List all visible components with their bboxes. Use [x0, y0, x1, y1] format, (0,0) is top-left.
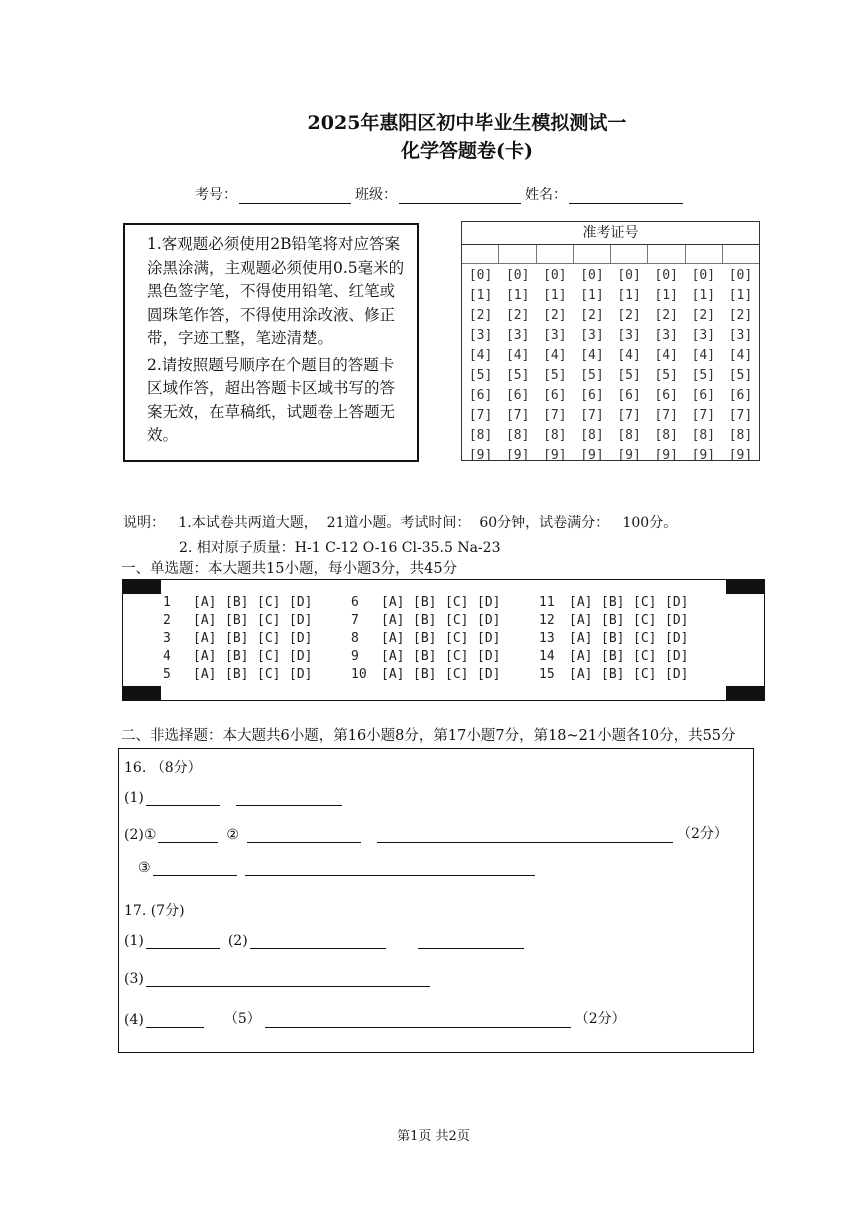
ticket-write-box[interactable] [648, 245, 685, 263]
ticket-digit-bubble[interactable]: [9] [543, 448, 567, 463]
exam-subtitle: 化学答题卷(卡) [401, 140, 533, 162]
q16-part1 [124, 789, 342, 806]
ticket-write-boxes [462, 245, 759, 264]
answer-blank[interactable] [146, 789, 220, 806]
ticket-bubble-grid [462, 264, 759, 466]
mc-column [163, 594, 321, 684]
ticket-digit-bubble[interactable]: [3] [617, 328, 641, 343]
ticket-digit-bubble[interactable]: [0] [728, 268, 753, 283]
mc-question-number: 13 [539, 631, 555, 646]
ticket-digit-column [611, 266, 648, 466]
ticket-digit-bubble[interactable]: [8] [505, 428, 530, 443]
mc-option-bubble[interactable]: [D] [477, 667, 501, 682]
q16-part3 [138, 859, 535, 876]
mc-option-bubble[interactable]: [B] [601, 631, 625, 646]
mc-option-bubble[interactable]: [B] [225, 613, 249, 628]
mc-option-bubble[interactable]: [A] [381, 667, 405, 682]
mc-option-bubble[interactable]: [D] [477, 613, 501, 628]
ticket-digit-bubble[interactable]: [3] [468, 328, 493, 343]
mc-question-number: 10 [351, 667, 367, 682]
ticket-digit-bubble[interactable]: [8] [691, 428, 716, 443]
ticket-digit-bubble[interactable]: [7] [505, 408, 530, 423]
ticket-digit-bubble[interactable]: [3] [654, 328, 678, 343]
mc-option-bubble[interactable]: [D] [477, 649, 501, 664]
answer-blank[interactable] [158, 826, 218, 843]
ticket-digit-bubble[interactable]: [2] [543, 308, 567, 323]
ticket-write-box[interactable] [574, 245, 611, 263]
mc-option-bubble[interactable]: [C] [257, 595, 281, 610]
ticket-digit-bubble[interactable]: [1] [691, 288, 716, 303]
q17-part2-label: (2) [227, 933, 248, 949]
mc-option-bubble[interactable]: [A] [193, 649, 217, 664]
mc-option-bubble[interactable]: [A] [193, 631, 217, 646]
ticket-digit-bubble[interactable]: [1] [505, 288, 530, 303]
mc-question-number: 6 [351, 595, 359, 610]
mc-question-number: 7 [351, 613, 359, 628]
mc-option-bubble[interactable]: [A] [193, 667, 217, 682]
mc-option-bubble[interactable]: [C] [257, 631, 281, 646]
mc-option-bubble[interactable]: [C] [633, 595, 657, 610]
name-label: 姓名： [525, 187, 567, 203]
mc-question-number: 12 [539, 613, 555, 628]
mc-option-bubble[interactable]: [B] [225, 667, 249, 682]
section-2-title: 二、非选择题：本大题共6小题，第16小题8分，第17小题7分，第18~21小题各10分，共55分 [121, 728, 736, 744]
admission-ticket-grid [461, 221, 760, 461]
q16-part2-label: (2)① [124, 827, 157, 843]
ticket-digit-bubble[interactable]: [0] [580, 268, 604, 283]
alignment-mark [726, 686, 764, 700]
mc-option-bubble[interactable]: [D] [477, 631, 501, 646]
ticket-digit-bubble[interactable]: [4] [505, 348, 530, 363]
ticket-digit-column [685, 266, 722, 466]
mc-option-bubble[interactable]: [B] [413, 649, 437, 664]
ticket-digit-bubble[interactable]: [4] [580, 348, 604, 363]
ticket-digit-bubble[interactable]: [2] [505, 308, 530, 323]
answer-blank[interactable] [418, 932, 524, 949]
q16-part2-score: （2分） [676, 826, 728, 842]
ticket-digit-bubble[interactable]: [8] [468, 428, 493, 443]
ticket-digit-bubble[interactable]: [2] [468, 308, 493, 323]
mc-question-number: 4 [163, 649, 171, 664]
ticket-digit-bubble[interactable]: [3] [691, 328, 716, 343]
ticket-digit-bubble[interactable]: [3] [543, 328, 567, 343]
name-field[interactable] [569, 187, 683, 204]
mc-option-bubble[interactable]: [D] [289, 667, 313, 682]
answer-area [118, 748, 754, 1053]
ticket-digit-bubble[interactable]: [5] [580, 368, 604, 383]
mc-option-bubble[interactable]: [C] [445, 613, 469, 628]
mc-option-bubble[interactable]: [A] [381, 649, 405, 664]
mc-question-row [539, 648, 697, 666]
mc-option-bubble[interactable]: [B] [413, 631, 437, 646]
mc-option-bubble[interactable]: [C] [445, 631, 469, 646]
ticket-digit-bubble[interactable]: [1] [617, 288, 641, 303]
ticket-digit-bubble[interactable]: [7] [580, 408, 604, 423]
mc-option-bubble[interactable]: [D] [289, 631, 313, 646]
student-info-row [195, 184, 687, 204]
ticket-digit-bubble[interactable]: [2] [728, 308, 753, 323]
answer-blank[interactable] [146, 932, 220, 949]
ticket-digit-bubble[interactable]: [0] [543, 268, 567, 283]
mc-column [539, 594, 697, 684]
ticket-digit-bubble[interactable]: [6] [580, 388, 604, 403]
q16-part2 [124, 823, 728, 843]
mc-option-bubble[interactable]: [D] [665, 649, 689, 664]
mc-option-bubble[interactable]: [C] [257, 667, 281, 682]
ticket-write-box[interactable] [611, 245, 648, 263]
ticket-digit-bubble[interactable]: [8] [580, 428, 604, 443]
ticket-digit-column [536, 266, 573, 466]
mc-question-row [351, 612, 509, 630]
alignment-mark [123, 580, 161, 594]
ticket-digit-bubble[interactable]: [9] [617, 448, 641, 463]
alignment-mark [123, 686, 161, 700]
mc-question-row [163, 594, 321, 612]
mc-option-bubble[interactable]: [B] [601, 649, 625, 664]
ticket-digit-bubble[interactable]: [5] [728, 368, 753, 383]
mc-question-row [351, 594, 509, 612]
ticket-digit-bubble[interactable]: [9] [654, 448, 678, 463]
mc-option-bubble[interactable]: [D] [665, 595, 689, 610]
mc-option-bubble[interactable]: [A] [381, 631, 405, 646]
mc-option-bubble[interactable]: [D] [289, 649, 313, 664]
exam-number-label: 考号： [195, 187, 237, 203]
ticket-digit-bubble[interactable]: [4] [617, 348, 641, 363]
mc-option-bubble[interactable]: [D] [289, 595, 313, 610]
mc-option-bubble[interactable]: [C] [445, 595, 469, 610]
ticket-digit-bubble[interactable]: [7] [728, 408, 753, 423]
ticket-digit-bubble[interactable]: [2] [617, 308, 641, 323]
q17-part5-label: （5） [223, 1011, 261, 1027]
q16-part1-label: (1) [124, 790, 144, 806]
ticket-digit-bubble[interactable]: [1] [728, 288, 753, 303]
mc-option-bubble[interactable]: [A] [569, 649, 593, 664]
mc-option-bubble[interactable]: [C] [633, 667, 657, 682]
mc-option-bubble[interactable]: [D] [665, 667, 689, 682]
answer-blank[interactable] [153, 859, 237, 876]
ticket-digit-bubble[interactable]: [4] [728, 348, 753, 363]
mc-option-bubble[interactable]: [C] [257, 613, 281, 628]
mc-question-number: 14 [539, 649, 555, 664]
exam-title: 2025年惠阳区初中毕业生模拟测试一 [307, 112, 627, 134]
ticket-digit-bubble[interactable]: [0] [654, 268, 678, 283]
ticket-digit-bubble[interactable]: [4] [691, 348, 716, 363]
notice-item-1: 1.客观题必须使用2B铅笔将对应答案涂黑涂满，主观题必须使用0.5毫米的黑色签字笔，不得使用铅笔、红笔或圆珠笔作答，不得使用涂改液、修正带，字迹工整，笔迹清楚。 [147, 235, 405, 347]
ticket-digit-bubble[interactable]: [1] [543, 288, 567, 303]
mc-question-row [351, 630, 509, 648]
ticket-digit-bubble[interactable]: [3] [728, 328, 753, 343]
ticket-digit-bubble[interactable]: [7] [654, 408, 678, 423]
ticket-digit-bubble[interactable]: [6] [728, 388, 753, 403]
ticket-digit-bubble[interactable]: [9] [728, 448, 753, 463]
mc-option-bubble[interactable]: [D] [665, 613, 689, 628]
mc-option-bubble[interactable]: [B] [601, 595, 625, 610]
q17-part4-label: (4) [124, 1012, 144, 1028]
q17-part1-2 [124, 932, 524, 949]
instructions-line-2: 2. 相对原子质量：H-1 C-12 O-16 Cl-35.5 Na-23 [179, 540, 501, 556]
ticket-digit-bubble[interactable]: [0] [505, 268, 530, 283]
mc-question-row [351, 666, 509, 684]
instructions-line-1: 说明： 1.本试卷共两道大题， 21道小题。考试时间： 60分钟，试卷满分： 100分。 [123, 515, 678, 531]
ticket-digit-bubble[interactable]: [5] [543, 368, 567, 383]
multiple-choice-area [122, 579, 765, 701]
q16-header: 16. （8分） [124, 760, 202, 776]
q17-part3-label: (3) [124, 971, 144, 987]
ticket-digit-bubble[interactable]: [7] [617, 408, 641, 423]
class-label: 班级： [355, 187, 397, 203]
mc-option-bubble[interactable]: [A] [193, 613, 217, 628]
mc-question-row [163, 612, 321, 630]
mc-option-bubble[interactable]: [C] [445, 649, 469, 664]
ticket-digit-bubble[interactable]: [6] [691, 388, 716, 403]
mc-option-bubble[interactable]: [B] [225, 595, 249, 610]
ticket-digit-bubble[interactable]: [9] [505, 448, 530, 463]
ticket-digit-bubble[interactable]: [7] [691, 408, 716, 423]
ticket-digit-bubble[interactable]: [2] [654, 308, 678, 323]
q17-part5-score: （2分） [574, 1011, 626, 1027]
notice-item-2: 2.请按照题号顺序在个题目的答题卡区域作答，超出答题卡区域书写的答案无效，在草稿纸，试题卷上答题无效。 [147, 355, 396, 444]
ticket-digit-bubble[interactable]: [8] [654, 428, 678, 443]
alignment-mark [726, 580, 764, 594]
mc-option-bubble[interactable]: [C] [257, 649, 281, 664]
ticket-write-box[interactable] [723, 245, 759, 263]
mc-question-columns [163, 594, 697, 684]
ticket-write-box[interactable] [462, 245, 499, 263]
q16-part3-label: ③ [138, 860, 151, 876]
ticket-digit-bubble[interactable]: [5] [505, 368, 530, 383]
ticket-write-box[interactable] [499, 245, 536, 263]
mc-question-row [539, 666, 697, 684]
mc-option-bubble[interactable]: [D] [289, 613, 313, 628]
mc-option-bubble[interactable]: [B] [413, 595, 437, 610]
ticket-digit-bubble[interactable]: [8] [617, 428, 641, 443]
mc-option-bubble[interactable]: [C] [445, 667, 469, 682]
mc-question-number: 2 [163, 613, 171, 628]
mc-question-row [163, 666, 321, 684]
mc-option-bubble[interactable]: [A] [569, 631, 593, 646]
ticket-digit-bubble[interactable]: [2] [691, 308, 716, 323]
q17-part1-label: (1) [124, 933, 144, 949]
answer-blank[interactable] [245, 859, 535, 876]
ticket-digit-bubble[interactable]: [7] [468, 408, 493, 423]
page-footer: 第1页 共2页 [397, 1129, 470, 1144]
mc-question-row [351, 648, 509, 666]
ticket-digit-bubble[interactable]: [7] [543, 408, 567, 423]
ticket-digit-bubble[interactable]: [0] [691, 268, 716, 283]
mc-question-number: 3 [163, 631, 171, 646]
section-1-title: 一、单选题：本大题共15小题，每小题3分，共45分 [121, 561, 458, 577]
ticket-digit-bubble[interactable]: [2] [580, 308, 604, 323]
mc-question-row [163, 648, 321, 666]
answer-blank[interactable] [377, 826, 673, 843]
ticket-digit-bubble[interactable]: [3] [580, 328, 604, 343]
ticket-write-box[interactable] [537, 245, 574, 263]
mc-option-bubble[interactable]: [A] [569, 613, 593, 628]
ticket-digit-column [499, 266, 536, 466]
ticket-digit-bubble[interactable]: [4] [468, 348, 493, 363]
answer-blank[interactable] [265, 1011, 571, 1028]
ticket-digit-bubble[interactable]: [4] [654, 348, 678, 363]
mc-question-row [539, 630, 697, 648]
ticket-digit-bubble[interactable]: [3] [505, 328, 530, 343]
ticket-digit-bubble[interactable]: [5] [654, 368, 678, 383]
mc-option-bubble[interactable]: [B] [413, 667, 437, 682]
mc-option-bubble[interactable]: [A] [569, 595, 593, 610]
answer-blank[interactable] [250, 932, 386, 949]
answer-blank[interactable] [146, 1011, 204, 1028]
mc-option-bubble[interactable]: [A] [381, 613, 405, 628]
ticket-digit-bubble[interactable]: [1] [654, 288, 678, 303]
ticket-digit-bubble[interactable]: [6] [468, 388, 493, 403]
ticket-digit-column [462, 266, 499, 466]
mc-option-bubble[interactable]: [C] [633, 649, 657, 664]
ticket-digit-bubble[interactable]: [6] [505, 388, 530, 403]
q16-part2b-label: ② [226, 827, 239, 843]
mc-question-number: 1 [163, 595, 171, 610]
ticket-write-box[interactable] [686, 245, 723, 263]
ticket-digit-bubble[interactable]: [4] [543, 348, 567, 363]
mc-question-number: 15 [539, 667, 555, 682]
mc-option-bubble[interactable]: [B] [601, 667, 625, 682]
ticket-title: 准考证号 [462, 222, 759, 245]
mc-question-number: 8 [351, 631, 359, 646]
ticket-digit-bubble[interactable]: [8] [543, 428, 567, 443]
ticket-digit-column [573, 266, 610, 466]
ticket-digit-bubble[interactable]: [1] [580, 288, 604, 303]
q17-part4-5 [124, 1008, 626, 1028]
answer-blank[interactable] [247, 826, 361, 843]
ticket-digit-bubble[interactable]: [8] [728, 428, 753, 443]
mc-question-row [539, 594, 697, 612]
mc-option-bubble[interactable]: [A] [193, 595, 217, 610]
ticket-digit-bubble[interactable]: [1] [468, 288, 493, 303]
ticket-digit-bubble[interactable]: [9] [580, 448, 604, 463]
ticket-digit-bubble[interactable]: [0] [617, 268, 641, 283]
mc-column [351, 594, 509, 684]
q17-header: 17. (7分) [124, 903, 185, 919]
mc-option-bubble[interactable]: [B] [601, 613, 625, 628]
answer-blank[interactable] [236, 789, 342, 806]
mc-option-bubble[interactable]: [B] [413, 613, 437, 628]
ticket-digit-bubble[interactable]: [5] [691, 368, 716, 383]
ticket-digit-bubble[interactable]: [0] [468, 268, 493, 283]
ticket-digit-column [722, 266, 759, 466]
ticket-digit-bubble[interactable]: [6] [543, 388, 567, 403]
mc-option-bubble[interactable]: [B] [225, 649, 249, 664]
q17-part3 [124, 970, 430, 987]
notice-box [123, 223, 419, 462]
mc-option-bubble[interactable]: [D] [477, 595, 501, 610]
mc-question-number: 5 [163, 667, 171, 682]
mc-option-bubble[interactable]: [B] [225, 631, 249, 646]
class-field[interactable] [399, 187, 521, 204]
mc-option-bubble[interactable]: [A] [381, 595, 405, 610]
exam-number-field[interactable] [239, 187, 351, 204]
ticket-digit-bubble[interactable]: [9] [468, 448, 493, 463]
mc-option-bubble[interactable]: [C] [633, 631, 657, 646]
mc-question-number: 9 [351, 649, 359, 664]
ticket-digit-bubble[interactable]: [9] [691, 448, 716, 463]
mc-option-bubble[interactable]: [C] [633, 613, 657, 628]
mc-question-row [539, 612, 697, 630]
mc-question-number: 11 [539, 595, 555, 610]
mc-option-bubble[interactable]: [D] [665, 631, 689, 646]
ticket-digit-bubble[interactable]: [5] [468, 368, 493, 383]
ticket-digit-bubble[interactable]: [6] [654, 388, 678, 403]
mc-option-bubble[interactable]: [A] [569, 667, 593, 682]
mc-question-row [163, 630, 321, 648]
ticket-digit-column [648, 266, 685, 466]
ticket-digit-bubble[interactable]: [6] [617, 388, 641, 403]
answer-blank[interactable] [146, 970, 430, 987]
ticket-digit-bubble[interactable]: [5] [617, 368, 641, 383]
